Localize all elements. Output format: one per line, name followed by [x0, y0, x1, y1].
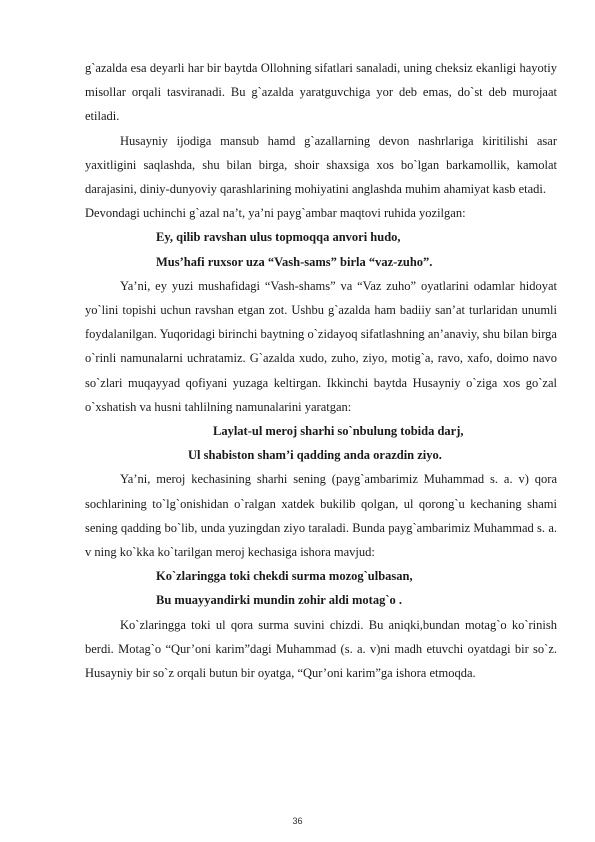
verse-1-line-2: Mus’hafi ruxsor uza “Vash-sams” birla “vaz-zuho”.	[156, 254, 433, 269]
paragraph-6: Ko`zlaringga toki ul qora surma suvini chizdi. Bu aniqki,bundan motag`o ko`rinish berdi. Motag`o “Qur’oni karim”dagi Muhammad (s. a. v)ni madh etuvchi oyatdagi bir so`z. Husayniy bir so`z orqali butun bir oyatga, “Qur’oni karim”ga ishora etmoqda.	[85, 617, 557, 681]
paragraph-3: Devondagi uchinchi g`azal na’t, ya’ni payg`ambar maqtovi ruhida yozilgan:	[85, 206, 466, 221]
paragraph-2: Husayniy ijodiga mansub hamd g`azallarning devon nashrlariga kiritilishi asar yaxitligini saqlashda, shu bilan birga, shoir shaxsiga xos bo`lgan barkamollik, kamolat darajasini, diniy-dunyoviy qarashlarining mohiyatini anglashda muhim ahamiyat kasb etadi.	[85, 133, 557, 197]
paragraph-4: Ya’ni, ey yuzi mushafidagi “Vash-shams” va “Vaz zuho” oyatlarini odamlar hidoyat yo`lini topishi uchun ravshan etgan zot. Ushbu g`azalda ham badiiy san’at turlaridan unumli foydalanilgan. Yuqoridagi birinchi baytning o`zidayoq sifatlashning an’anaviy, shu bilan birga o`rinli namunalarni uchratamiz. G`azalda xudo, zuho, ziyo, motig`a, ravo, xafo, doimo navo so`zlari muqayyad qofiyani yuzaga keltirgan. Ikkinchi baytda Husayniy o`ziga xos go`zal o`xshatish va husni tahlilning namunalarini yaratgan:	[85, 278, 557, 414]
verse-3-line-2: Bu muayyandirki mundin zohir aldi motag`o .	[156, 593, 403, 608]
verse-2-line-1: Laylat-ul meroj sharhi so`nbulung tobida darj,	[213, 424, 464, 439]
verse-2-line-2: Ul shabiston sham’i qadding anda orazdin ziyo.	[188, 448, 442, 463]
paragraph-1: g`azalda esa deyarli har bir baytda Ollohning sifatlari sanaladi, uning cheksiz ekanligi hayotiy misollar orqali tasviranadi. Bu g`azalda yaratguvchiga yor deb emas, do`st deb murojaat etiladi.	[85, 61, 557, 124]
verse-3-line-1: Ko`zlaringga toki chekdi surma mozog`ulbasan,	[156, 569, 413, 584]
page-body	[85, 56, 557, 685]
page-number: 36	[292, 816, 303, 826]
paragraph-5: Ya’ni, meroj kechasining sharhi sening (payg`ambarimiz Muhammad s. a. v) qora sochlarining to`lg`onishidan o`ralgan xatdek bukilib qolgan, ul qorong`u kechaning shami sening qadding bo`lib, unda yuzingdan ziyo taraladi. Bunda payg`ambarimiz Muhammad s. a. v ning ko`kka ko`tarilgan meroj kechasiga ishora mavjud:	[85, 472, 557, 560]
verse-1-line-1: Ey, qilib ravshan ulus topmoqqa anvori hudo,	[156, 230, 401, 245]
